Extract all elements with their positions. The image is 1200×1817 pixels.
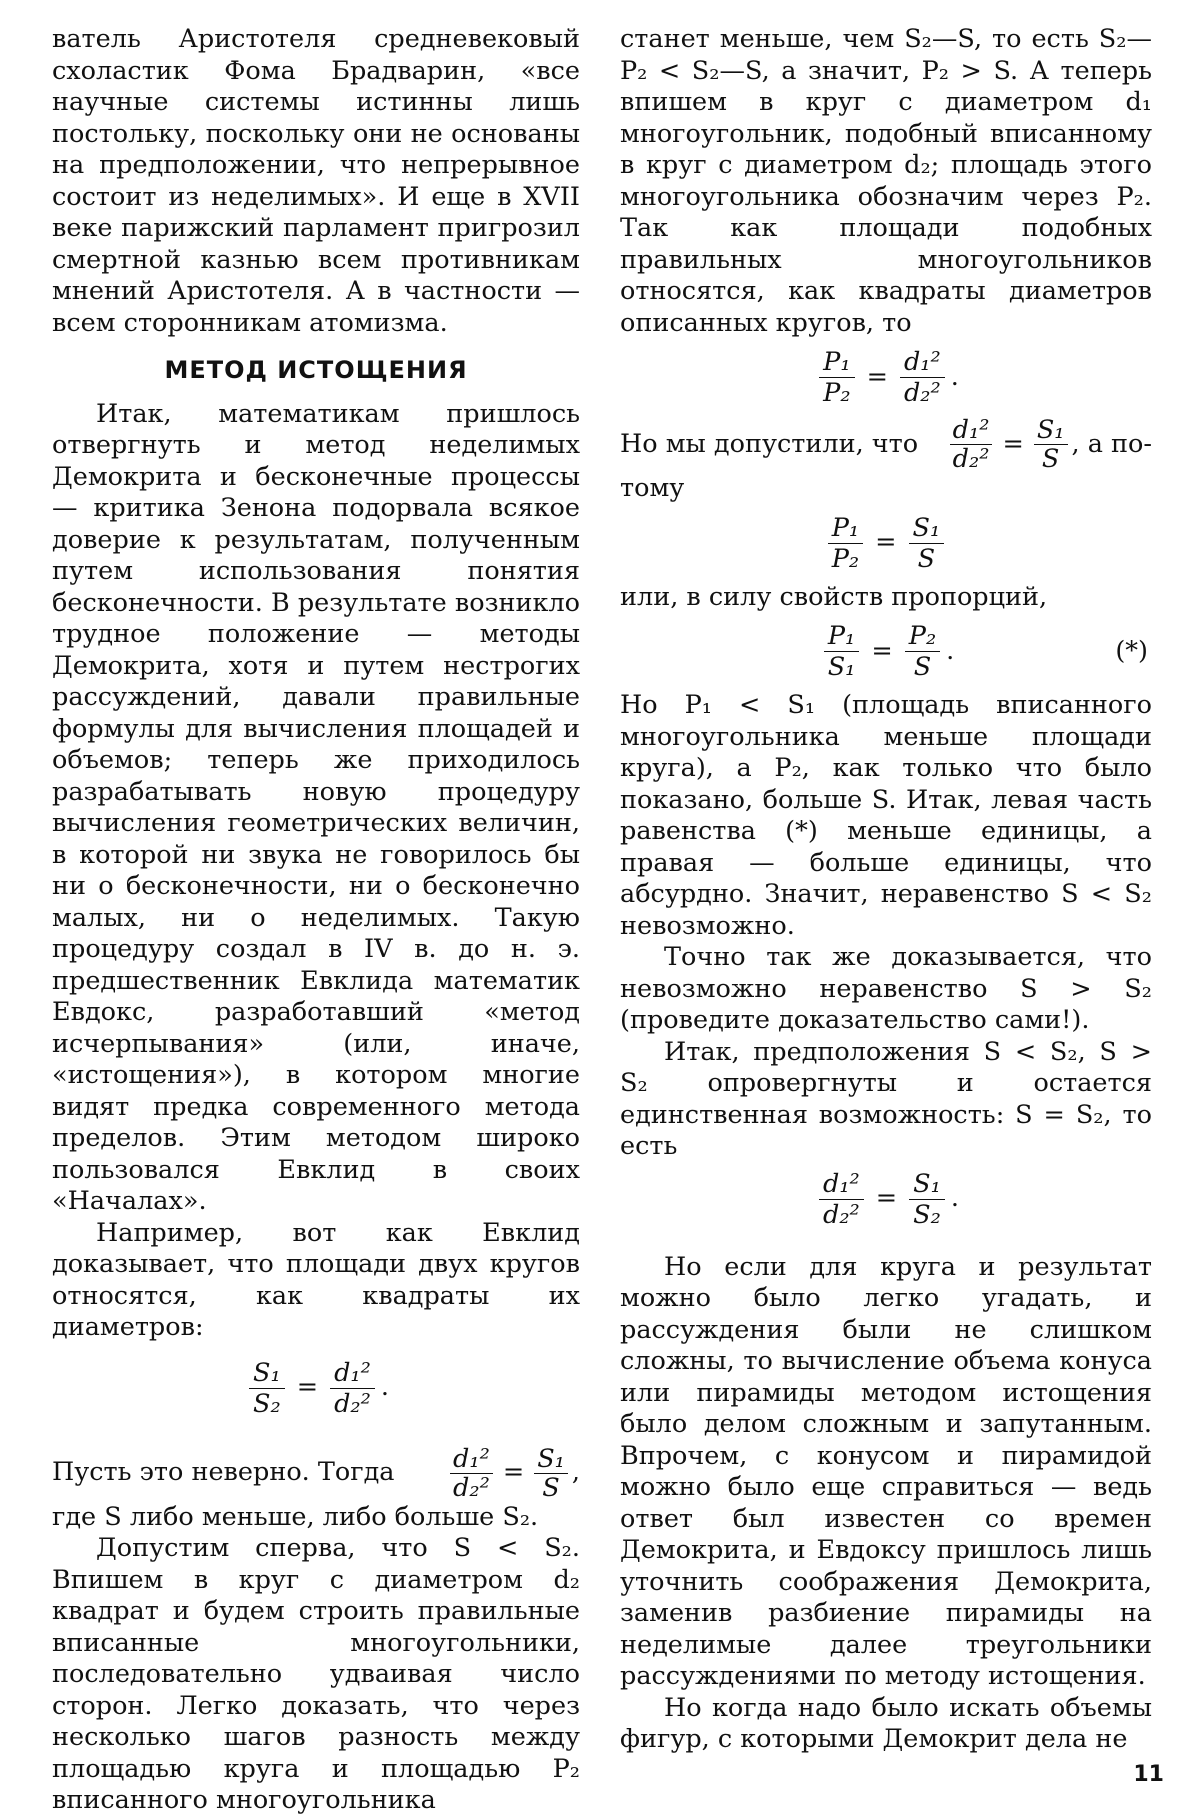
paragraph: Но P₁ < S₁ (площадь вписанного многоугольника меньше площади круга), а P₂, как только что было показано, больше S. Итак, левая часть равенства (*) меньше единицы, а правая — больше единицы, что абсурдно. Значит, неравенство S < S₂ невозможно.	[620, 690, 1152, 941]
fraction: $\frac{\text{d₁²}}{\text{d₂²}}$	[900, 347, 945, 408]
paragraph: Точно так же доказывается, что невозможно неравенство S > S₂ (проведите доказательство сами!).	[620, 942, 1152, 1035]
formula-tag: (*)	[1115, 635, 1148, 666]
fraction: $\frac{\text{S₁}}{\text{S₂}}$	[249, 1358, 285, 1419]
fraction: $\frac{\text{P₁}}{\text{P₂}}$	[828, 513, 863, 574]
formula-line: Но мы допустили, что $\frac{\text{d₁²}}{\text{d₂²}}$ = $\frac{\text{S₁}}{S}$ , а по-	[620, 415, 1152, 474]
page-number: 11	[1133, 1762, 1164, 1787]
formula-line: Пусть это неверно. Тогда $\frac{\text{d₁²}}{\text{d₂²}}$ = $\frac{\text{S₁}}{S}$ ,	[52, 1443, 580, 1503]
paragraph: Например, вот как Евклид доказывает, что площади двух кругов относятся, как квадраты их диаметров:	[52, 1217, 580, 1342]
left-column	[52, 24, 580, 1817]
paragraph: ватель Аристотеля средневековый схоластик Фома Брадварин, «все научные системы истинны лишь постольку, поскольку они не основаны на предположении, что непрерывное состоит из неделимых». И еще в XVII веке парижский парламент пригрозил смертной казнью всем противникам мнений Аристотеля. А в частности — всем сторонникам атомизма.	[52, 24, 580, 338]
fraction: $\frac{\text{d₁²}}{\text{d₂²}}$	[450, 1445, 493, 1502]
paragraph: Но когда надо было искать объемы фигур, с которыми Демокрит дела не	[620, 1692, 1152, 1754]
fraction: $\frac{\text{S₁}}{S}$	[1034, 416, 1068, 473]
paragraph: станет меньше, чем S₂—S, то есть S₂—P₂ < S₂—S, а значит, P₂ > S. А теперь впишем в круг с диаметром d₁ многоугольник, подобный вписанному в круг с диаметром d₂; площадь этого многоугольника обозначим через P₂. Так как площади подобных правильных многоугольников относятся, как квадраты диаметров описанных кругов, то	[620, 24, 1152, 338]
formula: $\frac{\text{d₁²}}{\text{d₂²}}$ = $\frac{\text{S₁}}{\text{S₂}}$ .	[620, 1169, 1152, 1230]
formula: $\frac{\text{S₁}}{\text{S₂}}$ = $\frac{\text{d₁²}}{\text{d₂²}}$ .	[52, 1358, 580, 1419]
fraction: $\frac{\text{S₁}}{S}$	[909, 513, 945, 574]
paragraph: тому	[620, 473, 685, 503]
paragraph: Допустим сперва, что S < S₂. Впишем в круг с диаметром d₂ квадрат и будем строить правильные вписанные многоугольники, последовательно удваивая число сторон. Легко доказать, что через несколько шагов разность между площадью круга и площадью P₂ вписанного многоугольника	[52, 1533, 580, 1815]
fraction: $\frac{\text{P₁}}{\text{P₂}}$	[819, 347, 854, 408]
fraction: $\frac{\text{S₁}}{\text{S₂}}$	[909, 1169, 945, 1230]
formula: $\frac{\text{P₁}}{\text{P₂}}$ = $\frac{\text{d₁²}}{\text{d₂²}}$ .	[620, 347, 1152, 408]
paragraph: Но если для круга и результат можно было легко угадать, и рассуждения были не слишком сложны, то вычисление объема конуса или пирамиды методом истощения было делом сложным и запутанным. Впрочем, с конусом и пирамидой можно было еще справиться — ведь ответ был известен со времен Демокрита, и Евдоксу пришлось лишь уточнить соображения Демокрита, заменив разбиение пирамиды на неделимые далее треугольники рассуждениями по методу истощения.	[620, 1251, 1152, 1691]
fraction: $\frac{\text{P₂}}{S}$	[905, 621, 940, 682]
paragraph: Итак, математикам пришлось отвергнуть и метод неделимых Демокрита и бесконечные процессы — критика Зенона подорвала всякое доверие к результатам, полученным путем использования понятия бесконечности. В результате возникло трудное положение — методы Демокрита, хотя и путем нестрогих рассуждений, давали правильные формулы для вычисления площадей и объемов; теперь же приходилось разрабатывать новую процедуру вычисления геометрических величин, в которой ни звука не говорилось бы ни о бесконечности, ни о бесконечно малых, ни о неделимых. Такую процедуру создал в IV в. до н. э. предшественник Евклида математик Евдокс, разработавший «метод исчерпывания» (или, иначе, «истощения»), в котором многие видят предка современного метода пределов. Этим методом широко пользовался Евклид в своих «Началах».	[52, 398, 580, 1216]
formula: $\frac{\text{P₁}}{\text{P₂}}$ = $\frac{\text{S₁}}{S}$	[620, 513, 1152, 574]
fraction: $\frac{\text{d₁²}}{\text{d₂²}}$	[819, 1169, 864, 1230]
fraction: $\frac{\text{d₁²}}{\text{d₂²}}$	[330, 1358, 375, 1419]
fraction: $\frac{\text{P₁}}{\text{S₁}}$	[824, 621, 860, 682]
paragraph: Итак, предположения S < S₂, S > S₂ опровергнуты и остается единственная возможность: S = S₂, то есть	[620, 1036, 1152, 1161]
fraction: $\frac{\text{d₁²}}{\text{d₂²}}$	[950, 416, 993, 473]
section-heading: МЕТОД ИСТОЩЕНИЯ	[164, 356, 468, 384]
paragraph: где S либо меньше, либо больше S₂.	[52, 1501, 539, 1532]
formula-starred: $\frac{\text{P₁}}{\text{S₁}}$ = $\frac{\text{P₂}}{S}$ . (*)	[620, 621, 1152, 682]
right-column	[620, 24, 1152, 1756]
fraction: $\frac{\text{S₁}}{S}$	[534, 1445, 568, 1502]
paragraph: или, в силу свойств пропорций,	[620, 581, 1048, 612]
